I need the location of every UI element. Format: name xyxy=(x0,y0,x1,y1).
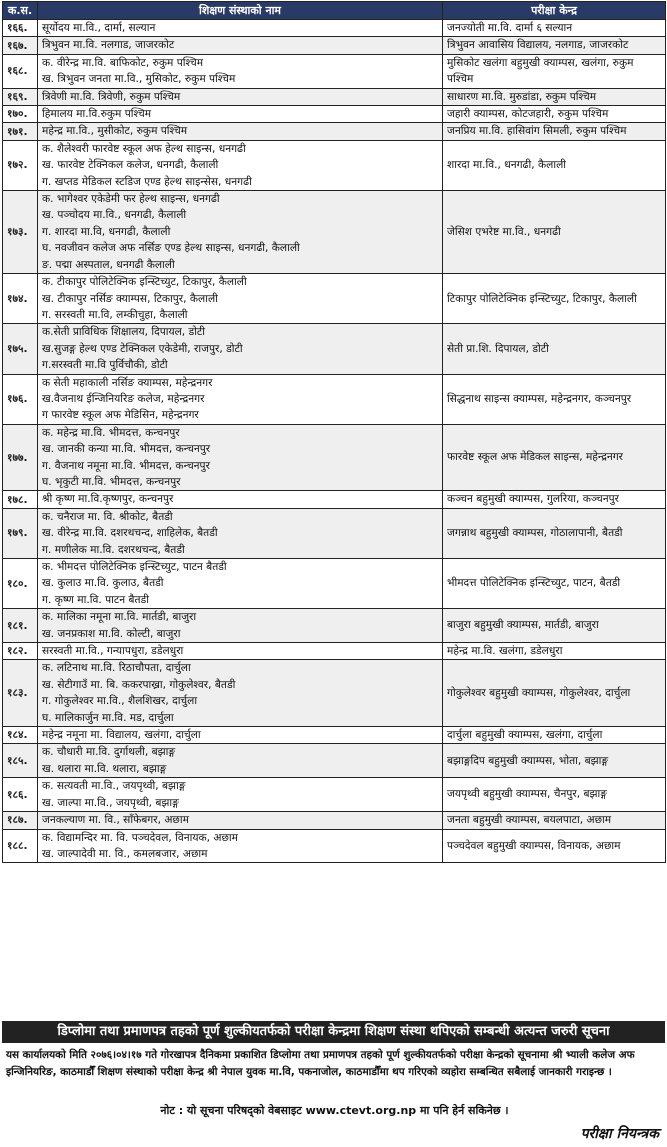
row-exam-center xyxy=(443,324,666,374)
row-institutions xyxy=(38,559,443,609)
row-serial: १८६. xyxy=(3,778,38,812)
exam-center-name: बझाङ्गदिप बहुमुखी क्याम्पस, भोता, बझाङ्ग xyxy=(447,754,609,767)
institution-name: ख. जाल्पा मा.वि., जयपृथ्वी, बझाङ्ग xyxy=(42,796,179,809)
table-row xyxy=(3,609,666,643)
row-institutions xyxy=(38,37,443,54)
row-serial: १७७. xyxy=(3,424,38,491)
row-exam-center xyxy=(443,491,666,508)
table-body xyxy=(3,20,666,863)
exam-center-name: दार्चुला बहुमुखी क्याम्पस, खलंगा, दार्चुला xyxy=(447,729,603,742)
row-serial: १७३. xyxy=(3,191,38,274)
row-institutions xyxy=(38,374,443,424)
table-row xyxy=(3,778,666,812)
institution-name: ख. टीकापुर नर्सिङ क्याम्पस, टिकापुर, कैलाली xyxy=(42,292,218,305)
institution-name: घ. भृकुटी मा.वि. भीमदत्त, कन्चनपुर xyxy=(42,475,181,488)
website-note: नोट : यो सूचना परिषद्को वेबसाइट www.ctevt.org.np मा पनि हेर्न सकिनेछ । xyxy=(160,1104,509,1117)
table-row xyxy=(3,106,666,123)
row-institutions xyxy=(38,106,443,123)
row-serial: १६९. xyxy=(3,88,38,105)
row-institutions xyxy=(38,274,443,324)
row-exam-center xyxy=(443,660,666,727)
row-serial: १७०. xyxy=(3,106,38,123)
exam-center-name: जनता बहुमुखी क्याम्पस, बयलपाटा, अछाम xyxy=(447,814,612,827)
exam-center-name: साधारण मा.वि. मुरुडांडा, रुकुम पश्चिम xyxy=(447,90,597,103)
exam-center-name: जनज्योती मा.वि. दार्मा ६ सल्यान xyxy=(447,22,573,34)
row-institutions xyxy=(38,643,443,660)
institution-name: ङ. पद्मा अस्पताल, धनगढी कैलाली xyxy=(42,258,175,271)
row-exam-center xyxy=(443,812,666,829)
exam-center-name: जहारी क्याम्पस, कोटजहारी, रुकुम पश्चिम xyxy=(447,108,609,121)
row-serial: १८४. xyxy=(3,727,38,744)
institution-name: क. शैलेश्वरी फारवेष्ट स्कूल अफ हेल्थ साइन्स, धनगढी xyxy=(42,142,246,155)
row-institutions xyxy=(38,54,443,88)
institution-name: ख. वीरेन्द्र मा.वि. दशरथचन्द, शाहिलेक, बैतडी xyxy=(42,527,218,540)
row-exam-center xyxy=(443,829,666,863)
institution-name: क. लटिनाथ मा.वि. रिठाचौपता, दार्चुला xyxy=(42,662,191,675)
institution-name: घ. मालिकार्जुन मा.वि. मड, दार्चुला xyxy=(42,711,174,724)
exam-center-name: त्रिभुवन आवासिय विद्यालय, नलगाड, जाजरकोट xyxy=(447,39,629,52)
institution-name: जनकल्याण मा. वि., साँफेबगर, अछाम xyxy=(42,814,189,827)
table-row xyxy=(3,191,666,274)
institution-name: त्रिवेणी मा.वि. त्रिवेणी, रुकुम पश्चिम xyxy=(42,90,181,103)
institution-name: ख.वैजनाथ ईन्जिनियरिङ कलेज, महेन्द्रनगर xyxy=(42,392,205,405)
institution-name: क. भागेश्वर एकेडेमी फर हेल्थ साइन्स, धनगढी xyxy=(42,193,220,206)
row-serial: १७६. xyxy=(3,374,38,424)
exam-center-name: भीमदत्त पोलिटेक्निक इन्स्टिच्युट, पाटन, बैतडी xyxy=(447,577,621,590)
institution-name: ख. थलारा मा.वि. थलारा, बझाङ्ग xyxy=(42,762,167,775)
table-row xyxy=(3,660,666,727)
row-serial: १८१. xyxy=(3,609,38,643)
row-serial: १७१. xyxy=(3,123,38,140)
header-institution: शिक्षण संस्थाको नाम xyxy=(38,2,443,20)
institution-name: ख. जनप्रकाश मा.वि. कोल्टी, बाजुरा xyxy=(42,627,181,640)
institution-name: क. महेन्द्र मा.वि. भीमदत्त, कन्चनपुर xyxy=(42,426,180,439)
row-institutions xyxy=(38,191,443,274)
institution-name: क. चनैराज मा. वि. श्रीकोट, बैतडी xyxy=(42,510,173,523)
table-row xyxy=(3,643,666,660)
row-institutions xyxy=(38,829,443,863)
row-exam-center xyxy=(443,274,666,324)
row-serial: १६७. xyxy=(3,37,38,54)
table-row xyxy=(3,37,666,54)
table-row xyxy=(3,274,666,324)
table-row xyxy=(3,829,666,863)
row-serial: १७८. xyxy=(3,491,38,508)
row-serial: १८८. xyxy=(3,829,38,863)
institution-name: ग. कृष्ण मा.वि. पाटन बैतडी xyxy=(42,593,149,606)
row-serial: १७४. xyxy=(3,274,38,324)
institution-name: ग. गोकुलेश्वर मा.वि., शैलशिखर, दार्चुला xyxy=(42,695,198,708)
exam-center-name: सिद्धनाथ साइन्स क्याम्पस, महेन्द्रनगर, कञ्चनपुर xyxy=(447,392,632,405)
row-exam-center xyxy=(443,643,666,660)
exam-center-table xyxy=(2,1,666,863)
exam-center-name: जनप्रिय मा.वि. हासिवांग सिमली, रुकुम पश्चिम xyxy=(447,125,627,138)
row-exam-center xyxy=(443,88,666,105)
institution-name: ग फारवेष्ट स्कूल अफ मेडिसिन, महेन्द्रनगर xyxy=(42,409,199,422)
row-institutions xyxy=(38,812,443,829)
exam-center-name: जेसिश एभरेष्ट मा.वि., धनगढी xyxy=(447,225,561,238)
exam-center-name: जगन्नाथ बहुमुखी क्याम्पस, गोठालापानी, बैतडी xyxy=(447,527,623,540)
exam-center-name: जयपृथ्वी बहुमुखी क्याम्पस, चैनपुर, बझाङ्ग xyxy=(447,788,607,801)
institution-name: क सेती महाकाली नर्सिङ क्याम्पस, महेन्द्रनगर xyxy=(42,376,213,389)
institution-name: ख. जाल्पादेवी मा. वि., कमलबजार, अछाम xyxy=(42,847,208,860)
table-row xyxy=(3,812,666,829)
institution-name: सूर्योदय मा.वि., दार्मा, सल्यान xyxy=(42,22,156,34)
table-row xyxy=(3,727,666,744)
exam-center-name: सेती प्रा.शि. दिपायल, डोटी xyxy=(447,342,549,355)
institution-name: क. चौधारी मा.वि. दुर्गाथली, बझाङ्ग xyxy=(42,746,176,759)
institution-name: ख. फारवेष्ट टेक्निकल कलेज, धनगढी, कैलाली xyxy=(42,159,219,172)
institution-name: क. विद्यामन्दिर मा. वि. पञ्चदेवल, विनायक, अछाम xyxy=(42,831,238,844)
row-serial: १७९. xyxy=(3,508,38,558)
institution-name: ग.सरस्वती मा.वि पुर्विचौकी, डोटी xyxy=(42,359,168,372)
row-institutions xyxy=(38,140,443,190)
row-exam-center xyxy=(443,424,666,491)
header-sn: क.स. xyxy=(3,2,38,20)
row-exam-center xyxy=(443,140,666,190)
row-exam-center xyxy=(443,609,666,643)
exam-center-name: कञ्चन बहुमुखी क्याम्पस, गुलरिया, कञ्चनपुर xyxy=(447,493,619,506)
institution-name: त्रिभुवन मा.वि. नलगाड, जाजरकोट xyxy=(42,39,175,52)
row-institutions xyxy=(38,727,443,744)
exam-center-name: बाजुरा बहुमुखी क्याम्पस, मार्तडी, बाजुरा xyxy=(447,619,599,632)
urgent-notice-banner: डिप्लोमा तथा प्रमाणपत्र तहको पूर्ण शुल्कीयतर्फको परीक्षा केन्द्रमा शिक्षण संस्था थपिएको सम्बन्धी अत्यन्त जरुरी सूचना xyxy=(2,1021,665,1043)
row-institutions xyxy=(38,88,443,105)
table-header-row xyxy=(3,2,666,20)
exam-center-name: पञ्चदेवल बहुमुखी क्याम्पस, विनायक, अछाम xyxy=(447,839,621,852)
institution-name: हिमालय मा.वि.रुकुम पश्चिम xyxy=(42,108,152,121)
notice-body-text: यस कार्यालयको मिति २०७६।०४।१७ गते गोरखापत्र दैनिकमा प्रकाशित डिप्लोमा तथा प्रमाणपत्र तहको पूर्ण शुल्कीयतर्फको परीक्षा केन्द्रको सूचनामा श्री भ्याली कलेज अफ इन्जिनियरिङ, काठमाडौँ शिक्षण संस्थाको परीक्षा केन्द्र श्री नेपाल युवक मा.वि, पकनाजोल, काठमाडौँमा थप गरिएको व्यहोरा सम्बन्धित सबैलाई जानकारी गराइन्छ । xyxy=(6,1049,635,1078)
row-institutions xyxy=(38,491,443,508)
institution-name: ख.सुजङ्ग हेल्थ एण्ड टेक्निकल एकेडेमी, राजपुर, डोटी xyxy=(42,342,243,355)
row-exam-center xyxy=(443,744,666,778)
institution-name: घ. नवजीवन कलेज अफ नर्सिङ एण्ड हेल्थ साइन्स, धनगढी, कैलाली xyxy=(42,242,300,255)
row-exam-center xyxy=(443,191,666,274)
row-institutions xyxy=(38,20,443,37)
institution-name: महेन्द्र मा.वि., मुसीकोट, रुकुम पश्चिम xyxy=(42,125,188,138)
row-exam-center xyxy=(443,106,666,123)
row-serial: १८२. xyxy=(3,643,38,660)
exam-center-name: शारदा मा.वि., धनगढी, कैलाली xyxy=(447,159,566,172)
row-institutions xyxy=(38,324,443,374)
exam-center-name: फारवेष्ट स्कूल अफ मेडिकल साइन्स, महेन्द्रनगर xyxy=(447,451,624,464)
institution-name: ग. सरस्वती मा.वि, लम्कीचुहा, कैलाली xyxy=(42,308,188,321)
table-row xyxy=(3,123,666,140)
row-exam-center xyxy=(443,559,666,609)
institution-name: ख. सेटीगाउँ मा. बि. ककरपाख्रा, गोकुलेश्वर, बैतडी xyxy=(42,678,236,691)
table-row xyxy=(3,374,666,424)
table-row xyxy=(3,140,666,190)
institution-name: ग. वैजनाथ नमूना मा.वि. भीमदत्त, कन्चनपुर xyxy=(42,459,210,472)
institution-name: सरस्वती मा.वि., गन्यापधुरा, डडेलधुरा xyxy=(42,645,184,658)
row-serial: १८०. xyxy=(3,559,38,609)
row-serial: १८७. xyxy=(3,812,38,829)
row-exam-center xyxy=(443,20,666,37)
institution-name: क. मालिका नमूना मा.वि. मार्तडी, बाजुरा xyxy=(42,611,197,624)
header-center: परीक्षा केन्द्र xyxy=(443,2,666,20)
row-serial: १६६. xyxy=(3,20,38,37)
row-exam-center xyxy=(443,374,666,424)
row-exam-center xyxy=(443,508,666,558)
exam-center-name: महेन्द्र मा.वि. खलंगा, डडेलधुरा xyxy=(447,645,563,658)
row-institutions xyxy=(38,609,443,643)
table-row xyxy=(3,744,666,778)
institution-name: महेन्द्र नमूना मा. विद्यालय, खलंगा, दार्चुला xyxy=(42,729,201,742)
institution-name: ख. जानकी कन्या मा.वि. भीमदत्त, कन्चनपुर xyxy=(42,443,211,456)
row-serial: १८३. xyxy=(3,660,38,727)
row-institutions xyxy=(38,660,443,727)
row-institutions xyxy=(38,424,443,491)
row-serial: १७५. xyxy=(3,324,38,374)
table-row xyxy=(3,20,666,37)
row-exam-center xyxy=(443,778,666,812)
institution-name: ग. मणीलेक मा.वि. दशरथचन्द, बैतडी xyxy=(42,543,185,556)
table-row xyxy=(3,88,666,105)
exam-center-name: मुसिकोट खलंगा बहुमुखी क्याम्पस, खलंगा, रुकुम पश्चिम xyxy=(447,56,634,86)
table-row xyxy=(3,54,666,88)
exam-center-name: गोकुलेश्वर बहुमुखी क्याम्पस, गोकुलेश्वर, दार्चुला xyxy=(447,687,631,700)
row-serial: १७२. xyxy=(3,140,38,190)
row-exam-center xyxy=(443,123,666,140)
row-exam-center xyxy=(443,727,666,744)
institution-name: क. वीरेन्द्र मा.वि. बाफिकोट, रुकुम पश्चिम xyxy=(42,56,204,69)
table-row xyxy=(3,559,666,609)
institution-name: ग. शारदा मा.वि, धनगढी, कैलाली xyxy=(42,225,171,238)
row-institutions xyxy=(38,744,443,778)
row-institutions xyxy=(38,123,443,140)
row-institutions xyxy=(38,508,443,558)
exam-center-name: टिकापुर पोलिटेक्निक इन्स्टिच्युट, टिकापुर, कैलाली xyxy=(447,292,637,305)
row-exam-center xyxy=(443,54,666,88)
signature-exam-controller: परीक्षा नियन्त्रक xyxy=(580,1126,659,1142)
table-row xyxy=(3,508,666,558)
table-row xyxy=(3,424,666,491)
institution-name: क.सेती प्राविधिक शिक्षालय, दिपायल, डोटी xyxy=(42,326,206,339)
table-row xyxy=(3,491,666,508)
institution-name: ख. पञ्चोदय मा.वि., धनगढी, कैलाली xyxy=(42,209,187,222)
institution-name: ख. कुलाउ मा.वि. कुलाउ, बैतडी xyxy=(42,577,164,590)
institution-name: क. टीकापुर पोलिटेक्निक इन्स्टिच्युट, टिकापुर, कैलाली xyxy=(42,276,247,289)
institution-name: ग. खप्तड मेडिकल स्टडिज एण्ड हेल्थ साइन्सेस, धनगढी xyxy=(42,175,252,188)
institution-name: ख. त्रिभुवन जनता मा.वि., मुसिकोट, रुकुम पश्चिम xyxy=(42,73,236,86)
table-row xyxy=(3,324,666,374)
row-institutions xyxy=(38,778,443,812)
institution-name: श्री कृष्ण मा.वि.कृष्णपुर, कन्चनपुर xyxy=(42,493,174,506)
row-exam-center xyxy=(443,37,666,54)
row-serial: १८५. xyxy=(3,744,38,778)
institution-name: क. सत्यवती मा.वि., जयपृथ्वी, बझाङ्ग xyxy=(42,780,186,793)
row-serial: १६८. xyxy=(3,54,38,88)
institution-name: क. भीमदत्त पोलिटेक्निक इन्स्टिच्युट, पाटन बैतडी xyxy=(42,561,227,573)
